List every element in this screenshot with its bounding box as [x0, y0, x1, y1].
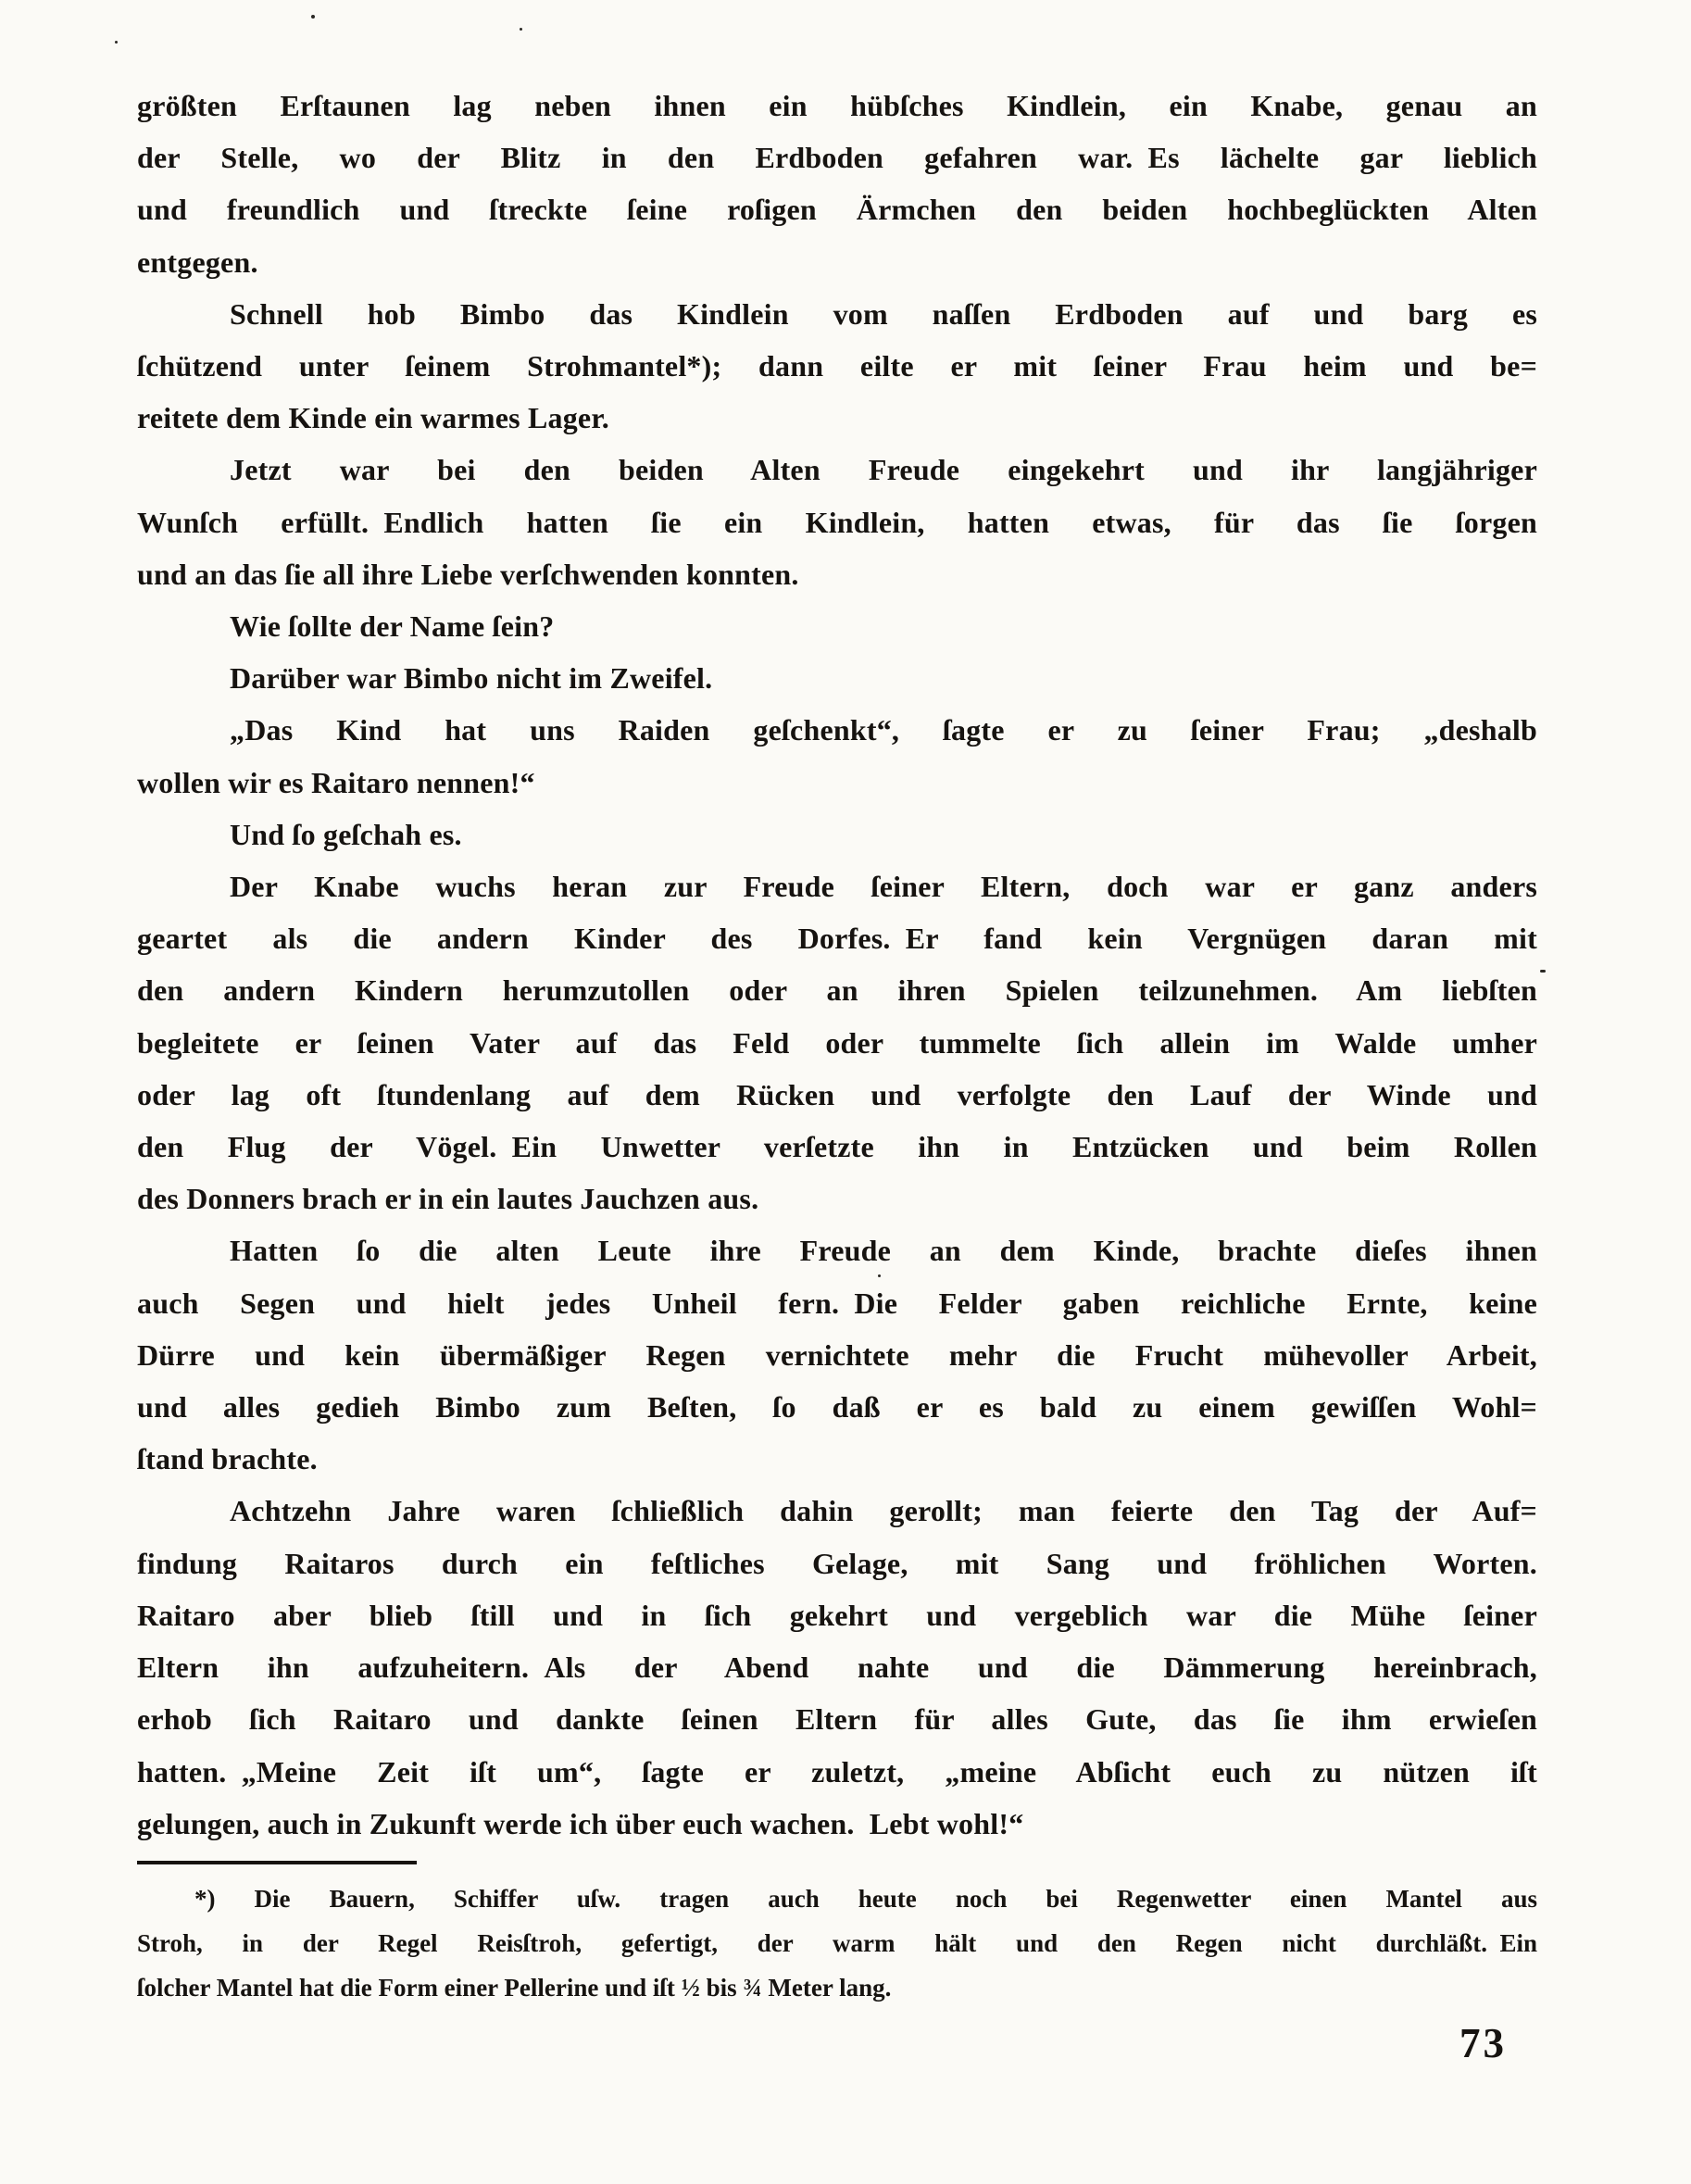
paragraph — [137, 288, 1537, 445]
text-line: ſchützend unter ſeinem Strohmantel*); dann eilte er mit ſeiner Frau heim und be= — [137, 349, 1537, 383]
text-line: der Stelle, wo der Blitz in den Erdboden gefahren war. Es lächelte gar lieblich — [137, 141, 1537, 175]
paragraph — [137, 860, 1537, 1224]
text-line: Schnell hob Bimbo das Kindlein vom naſſen Erdboden auf und barg es — [230, 296, 1537, 331]
text-line: oder lag oft ſtundenlang auf dem Rücken und verfolgte den Lauf der Winde und — [137, 1077, 1537, 1111]
text-line: ſtand brachte. — [137, 1442, 318, 1476]
text-line: entgegen. — [137, 245, 258, 279]
scan-speck — [311, 15, 315, 19]
text-line: findung Raitaros durch ein feſtliches Gelage, mit Sang und fröhlichen Worten. — [137, 1546, 1537, 1580]
text-line: auch Segen und hielt jedes Unheil fern. Die Felder gaben reichliche Ernte, keine — [137, 1286, 1537, 1320]
scan-speck — [115, 41, 118, 44]
text-line: und freundlich und ſtreckte ſeine roſigen Ärmchen den beiden hochbeglückten Alten — [137, 193, 1537, 227]
footnote-separator-rule — [137, 1861, 417, 1864]
scan-speck — [1540, 970, 1546, 973]
text-line: Der Knabe wuchs heran zur Freude ſeiner Eltern, doch war er ganz anders — [230, 870, 1537, 904]
text-line: Dürre und kein übermäßiger Regen vernichtete mehr die Frucht mühevoller Arbeit, — [137, 1337, 1537, 1372]
text-line: Wie ſollte der Name ſein? — [230, 609, 555, 644]
text-line: wollen wir es Raitaro nennen!“ — [137, 765, 535, 799]
text-line: erhob ſich Raitaro und dankte ſeinen Eltern für alles Gute, das ſie ihm erwieſen — [137, 1702, 1537, 1737]
text-line: Eltern ihn aufzuheitern. Als der Abend nahte und die Dämmerung hereinbrach, — [137, 1651, 1537, 1685]
text-line: Achtzehn Jahre waren ſchließlich dahin gerollt; man feierte den Tag der Auf= — [230, 1494, 1537, 1528]
footnote-block — [137, 1876, 1537, 2010]
main-text-block — [137, 80, 1537, 1850]
paragraph — [137, 809, 1537, 860]
page-number: 73 — [1459, 2020, 1507, 2066]
text-line: den Flug der Vögel. Ein Unwetter verſetzte ihn in Entzücken und beim Rollen — [137, 1130, 1537, 1164]
text-line: reitete dem Kinde ein warmes Lager. — [137, 401, 609, 435]
text-line: *) Die Bauern, Schiffer uſw. tragen auch heute noch bei Regenwetter einen Mantel aus — [194, 1885, 1537, 1913]
text-line: Jetzt war bei den beiden Alten Freude eingekehrt und ihr langjähriger — [230, 453, 1537, 487]
text-line: gelungen, auch in Zukunft werde ich über euch wachen. Lebt wohl!“ — [137, 1806, 1024, 1840]
text-line: und an das ſie all ihre Liebe verſchwenden konnten. — [137, 557, 799, 591]
text-line: geartet als die andern Kinder des Dorfes. Er fand kein Vergnügen daran mit — [137, 922, 1537, 956]
paragraph — [137, 444, 1537, 600]
text-line: begleitete er ſeinen Vater auf das Feld oder tummelte ſich allein im Walde umher — [137, 1025, 1537, 1060]
scan-speck — [520, 28, 522, 31]
text-line: und alles gedieh Bimbo zum Beſten, ſo daß er es bald zu einem gewiſſen Wohl= — [137, 1390, 1537, 1425]
text-line: ſolcher Mantel hat die Form einer Pellerine und iſt ½ bis ¾ Meter lang. — [137, 1974, 892, 2002]
scan-speck — [878, 1274, 881, 1277]
text-line: „Das Kind hat uns Raiden geſchenkt“, ſagte er zu ſeiner Frau; „deshalb — [230, 713, 1537, 747]
paragraph — [137, 1485, 1537, 1849]
text-line: größten Erſtaunen lag neben ihnen ein hübſches Kindlein, ein Knabe, genau an — [137, 89, 1537, 122]
text-line: hatten. „Meine Zeit iſt um“, ſagte er zuletzt, „meine Abſicht euch zu nützen iſt — [137, 1754, 1537, 1789]
text-line: des Donners brach er in ein lautes Jauchzen aus. — [137, 1182, 759, 1216]
text-line: Und ſo geſchah es. — [230, 817, 462, 851]
text-line: Stroh, in der Regel Reisſtroh, gefertigt, der warm hält und den Regen nicht durchläßt. Ein — [137, 1929, 1537, 1957]
text-line: Darüber war Bimbo nicht im Zweifel. — [230, 661, 713, 696]
text-line: den andern Kindern herumzutollen oder an ihren Spielen teilzunehmen. Am liebſten — [137, 973, 1537, 1008]
text-line: Raitaro aber blieb ſtill und in ſich gekehrt und vergeblich war die Mühe ſeiner — [137, 1598, 1537, 1632]
paragraph — [137, 652, 1537, 704]
paragraph — [137, 1876, 1537, 2010]
paragraph — [137, 1224, 1537, 1485]
paragraph — [137, 80, 1537, 288]
text-line: Wunſch erfüllt. Endlich hatten ſie ein Kindlein, hatten etwas, für das ſie ſorgen — [137, 505, 1537, 539]
text-line: Hatten ſo die alten Leute ihre Freude an dem Kinde, brachte dieſes ihnen — [230, 1234, 1537, 1268]
paragraph — [137, 704, 1537, 808]
paragraph — [137, 600, 1537, 652]
